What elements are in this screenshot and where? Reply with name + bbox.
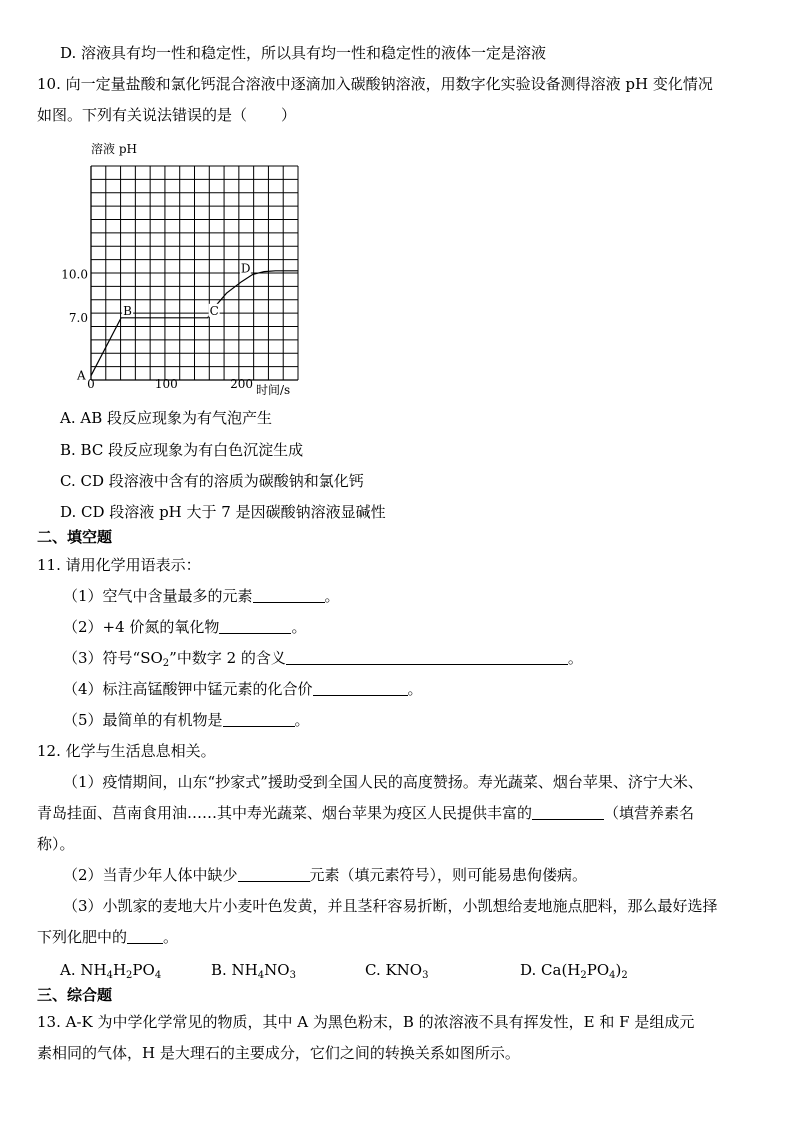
x-axis-label: 时间/s bbox=[256, 383, 291, 397]
q11-item-5 bbox=[63, 710, 310, 730]
q11-item-4-end: 。 bbox=[407, 680, 423, 698]
q11-item-4 bbox=[63, 679, 423, 699]
q13-line2: 素相同的气体，H 是大理石的主要成分，它们之间的转换关系如图所示。 bbox=[37, 1044, 520, 1062]
section-title-comprehensive: 三、综合题 bbox=[37, 986, 113, 1004]
q11-item-1-end: 。 bbox=[324, 587, 340, 605]
section-title-fill-blank: 二、填空题 bbox=[37, 528, 113, 546]
answer-blank bbox=[532, 804, 604, 820]
chart-point-labels bbox=[76, 261, 251, 382]
x-tick-label: 0 bbox=[87, 377, 95, 391]
q10-option-a: A. AB 段反应现象为有气泡产生 bbox=[60, 409, 272, 427]
q11-item-2-end: 。 bbox=[291, 618, 307, 636]
q11-item-3-end: 。 bbox=[567, 649, 583, 667]
answer-blank bbox=[223, 711, 295, 727]
x-tick-label: 200 bbox=[230, 377, 253, 391]
q12-p1-line1: （1）疫情期间，山东“抄家式”援助受到全国人民的高度赞扬。寿光蔬菜、烟台苹果、济宁大米、 bbox=[63, 773, 703, 791]
q11-stem: 11. 请用化学用语表示： bbox=[37, 556, 201, 574]
q11-item-5-end: 。 bbox=[294, 711, 310, 729]
q11-item-2-text: （2）+4 价氮的氧化物 bbox=[63, 618, 220, 636]
q12-p3-line2 bbox=[37, 927, 178, 947]
q11-item-1 bbox=[63, 586, 340, 606]
q12-p1-line3: 称）。 bbox=[37, 835, 75, 853]
q12-p3-line2-text: 下列化肥中的 bbox=[37, 928, 128, 946]
q10-option-c: C. CD 段溶液中含有的溶质为碳酸钠和氯化钙 bbox=[60, 472, 364, 490]
q12-option-c: C. $KNO_3$ bbox=[365, 961, 429, 981]
x-tick-label: 100 bbox=[154, 377, 178, 391]
point-label-d: D bbox=[240, 261, 251, 276]
answer-blank bbox=[313, 680, 408, 696]
q10-stem-text: 如图。下列有关说法错误的是（ bbox=[37, 106, 248, 124]
point-label-b: B bbox=[123, 303, 132, 318]
q12-p1-line2-end: （填营养素名 bbox=[604, 804, 695, 822]
q12-p2 bbox=[63, 865, 587, 885]
answer-blank bbox=[127, 928, 163, 944]
y-axis-label: 溶液 pH bbox=[91, 142, 137, 156]
q11-item-3 bbox=[63, 648, 583, 668]
q12-options-row bbox=[0, 960, 794, 980]
q13-line1: 13. A-K 为中学化学常见的物质，其中 A 为黑色粉末，B 的浓溶液不具有挥发性，E 和 F 是组成元 bbox=[37, 1013, 695, 1031]
answer-blank bbox=[219, 618, 291, 634]
q10-stem-line2 bbox=[37, 105, 296, 125]
q12-p3-line2-end: 。 bbox=[163, 928, 179, 946]
y-tick-label: 10.0 bbox=[61, 267, 88, 282]
answer-blank bbox=[286, 649, 568, 665]
q12-stem: 12. 化学与生活息息相关。 bbox=[37, 742, 216, 760]
q10-stem-close: ） bbox=[281, 106, 297, 124]
answer-blank bbox=[238, 866, 310, 882]
point-label-a: A bbox=[77, 368, 86, 383]
q12-p2-text: （2）当青少年人体中缺少 bbox=[63, 866, 238, 884]
q11-item-3-sub: 2 bbox=[162, 658, 170, 669]
q10-stem-line1: 10. 向一定量盐酸和氯化钙混合溶液中逐滴加入碳酸钠溶液，用数字化实验设备测得溶液 pH 变化情况 bbox=[37, 75, 713, 93]
q10-option-d: D. CD 段溶液 pH 大于 7 是因碳酸钠溶液显碱性 bbox=[60, 503, 386, 521]
q12-option-d: D. $Ca(H_2PO_4)_2$ bbox=[520, 961, 628, 981]
q12-p1-line2 bbox=[37, 803, 694, 823]
q10-option-b: B. BC 段反应现象为有白色沉淀生成 bbox=[60, 441, 304, 459]
q12-option-b: B. $NH_4NO_3$ bbox=[211, 961, 296, 981]
q9-option-d: D. 溶液具有均一性和稳定性，所以具有均一性和稳定性的液体一定是溶液 bbox=[60, 44, 547, 62]
q11-item-3-post: ”中数字 2 的含义 bbox=[169, 649, 286, 667]
q11-item-5-text: （5）最简单的有机物是 bbox=[63, 711, 223, 729]
q11-item-1-text: （1）空气中含量最多的元素 bbox=[63, 587, 253, 605]
ph-chart bbox=[60, 140, 320, 400]
q12-p3-line1: （3）小凯家的麦地大片小麦叶色发黄，并且茎秆容易折断，小凯想给麦地施点肥料，那么最好选择 bbox=[63, 897, 718, 915]
answer-blank bbox=[253, 587, 325, 603]
q12-p2-end: 元素（填元素符号），则可能易患佝偻病。 bbox=[309, 866, 588, 884]
q12-p1-line2-text: 青岛挂面、莒南食用油……其中寿光蔬菜、烟台苹果为疫区人民提供丰富的 bbox=[37, 804, 533, 822]
point-label-c: C bbox=[209, 303, 219, 318]
q11-item-3-pre: （3）符号“SO bbox=[63, 649, 163, 667]
chart-grid bbox=[91, 166, 298, 380]
y-tick-label: 7.0 bbox=[68, 310, 88, 325]
q12-option-a: A. $NH_4H_2PO_4$ bbox=[60, 961, 162, 981]
q11-item-2 bbox=[63, 617, 306, 637]
q11-item-4-text: （4）标注高锰酸钾中锰元素的化合价 bbox=[63, 680, 313, 698]
